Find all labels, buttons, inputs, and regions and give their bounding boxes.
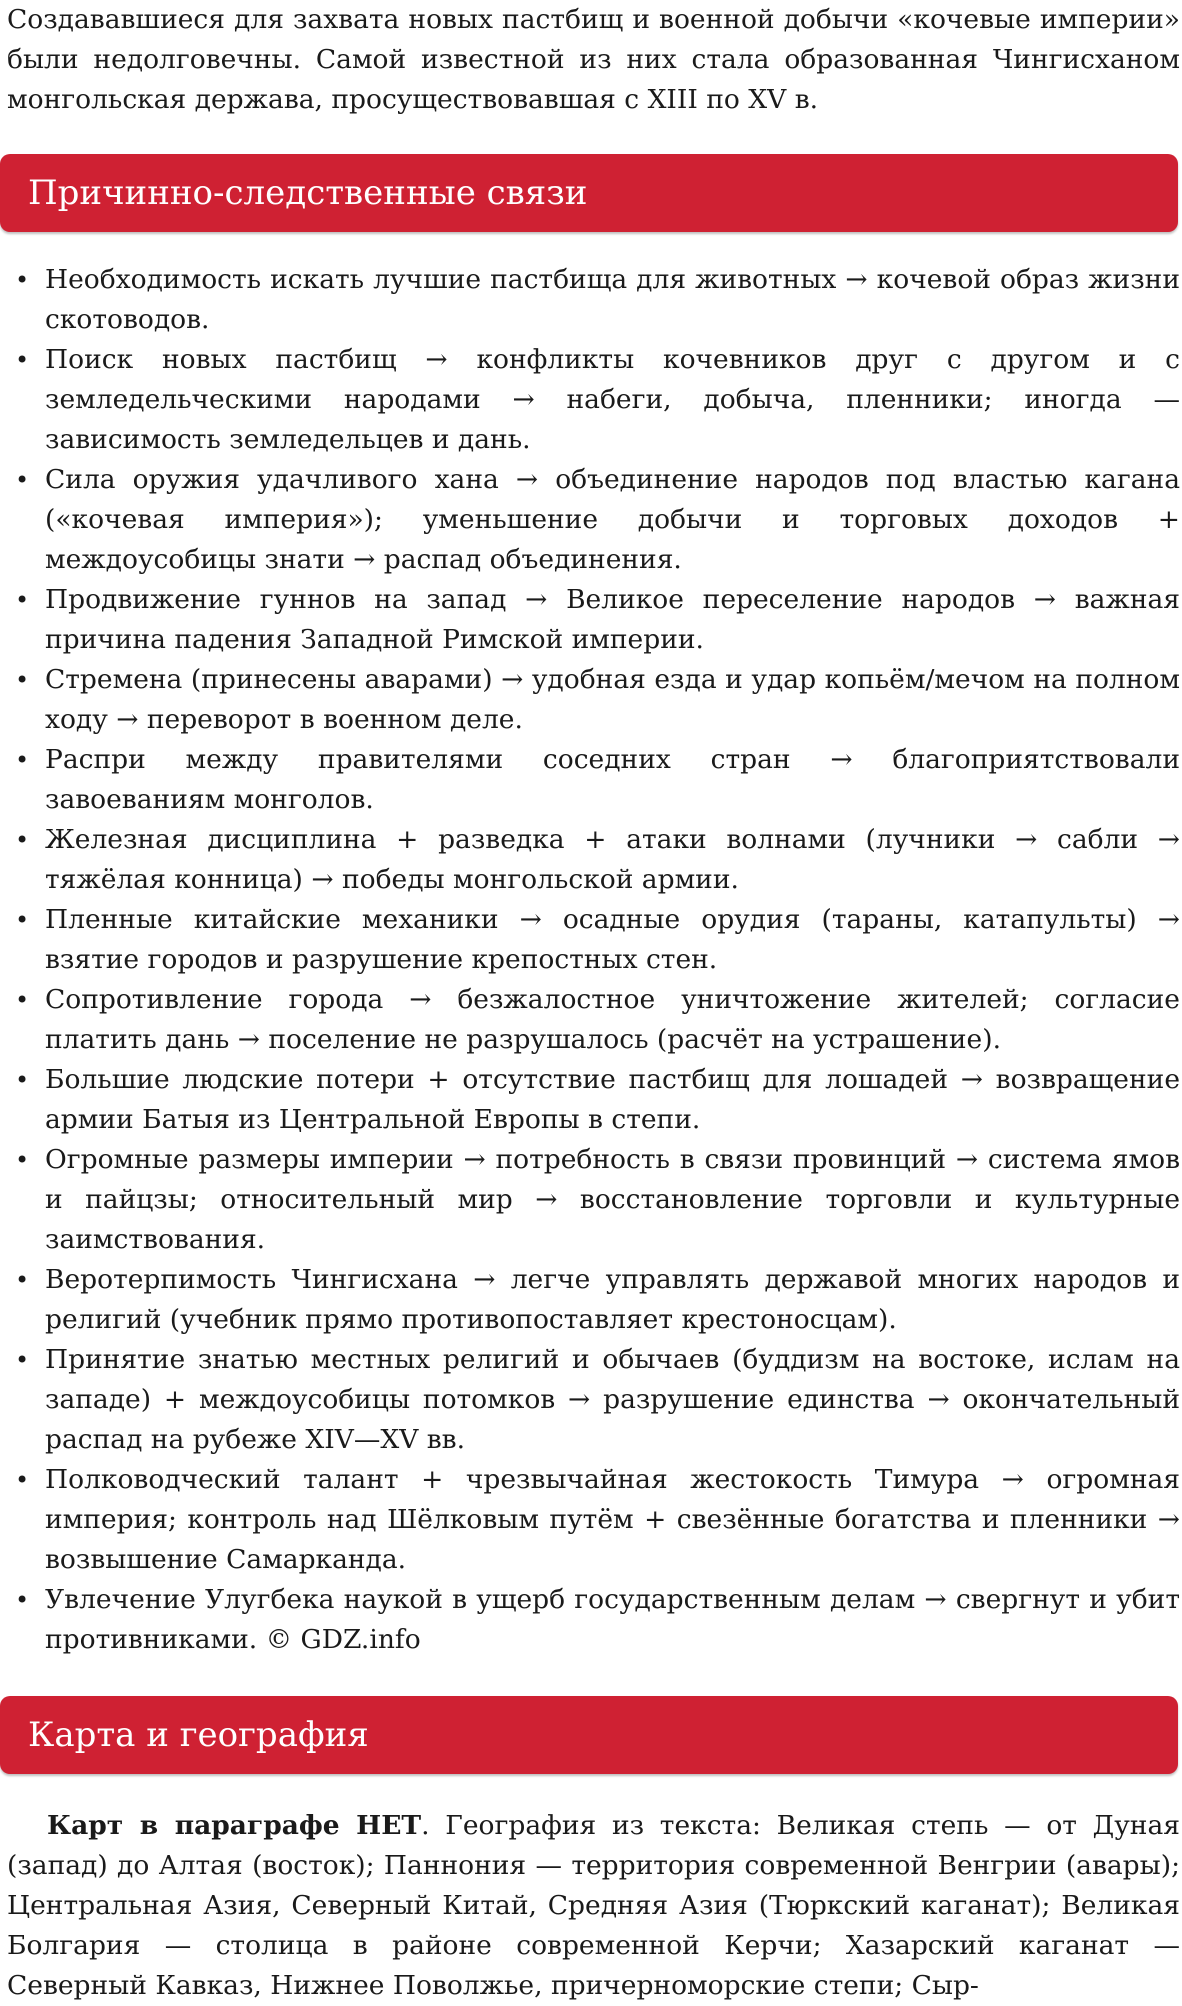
list-item-text: Распри между правителями соседних стран → благоприятствовали завоеваниям монголов. <box>45 744 1180 815</box>
list-item-text: Полководческий талант + чрезвычайная жестокость Тимура → огромная империя; контроль над Шёлковым путём + свезённые богатства и пленники → возвышение Самарканда. <box>45 1464 1180 1575</box>
list-item <box>7 900 1180 980</box>
bullet-icon: • <box>15 1466 30 1494</box>
geography-lead: Карт в параграфе НЕТ <box>47 1810 422 1841</box>
bullet-icon: • <box>15 266 30 294</box>
list-item-text: Огромные размеры империи → потребность в связи провинций → система ямов и пайцзы; относительный мир → восстановление торговли и культурные заимствования. <box>45 1144 1180 1255</box>
list-item <box>7 820 1180 900</box>
list-item-text: Железная дисциплина + разведка + атаки волнами (лучники → сабли → тяжёлая конница) → победы монгольской армии. <box>45 824 1180 895</box>
bullet-icon: • <box>15 1586 30 1614</box>
list-item-text: Сопротивление города → безжалостное уничтожение жителей; согласие платить дань → поселение не разрушалось (расчёт на устрашение). <box>45 984 1180 1055</box>
bullet-icon: • <box>15 586 30 614</box>
bullet-icon: • <box>15 1146 30 1174</box>
list-item <box>7 580 1180 660</box>
list-item <box>7 980 1180 1060</box>
causes-list <box>7 260 1180 1660</box>
list-item <box>7 1260 1180 1340</box>
list-item-text: Веротерпимость Чингисхана → легче управлять державой многих народов и религий (учебник прямо противопоставляет крестоносцам). <box>45 1264 1180 1335</box>
bullet-icon: • <box>15 346 30 374</box>
list-item <box>7 1060 1180 1140</box>
list-item-text: Большие людские потери + отсутствие пастбищ для лошадей → возвращение армии Батыя из Центральной Европы в степи. <box>45 1064 1180 1135</box>
bullet-icon: • <box>15 466 30 494</box>
list-item <box>7 740 1180 820</box>
bullet-icon: • <box>15 746 30 774</box>
geography-paragraph <box>7 1806 1180 2006</box>
list-item-text: Стремена (принесены аварами) → удобная езда и удар копьём/мечом на полном ходу → переворот в военном деле. <box>45 664 1180 735</box>
bullet-icon: • <box>15 906 30 934</box>
section-banner-causes <box>0 154 1178 232</box>
bullet-icon: • <box>15 1266 30 1294</box>
list-item <box>7 260 1180 340</box>
section-title-geography: Карта и география <box>28 1715 369 1755</box>
section-banner-geography <box>0 1696 1178 1774</box>
list-item-text: Увлечение Улугбека наукой в ущерб государственным делам → свергнут и убит противниками. © GDZ.info <box>45 1584 1180 1655</box>
list-item-text: Продвижение гуннов на запад → Великое переселение народов → важная причина падения Западной Римской империи. <box>45 584 1180 655</box>
list-item <box>7 1340 1180 1460</box>
list-item-text: Необходимость искать лучшие пастбища для животных → кочевой образ жизни скотоводов. <box>45 264 1180 335</box>
geography-text: . География из текста: Великая степь — от Дуная (запад) до Алтая (восток); Паннония — территория современной Венгрии (авары); Центральная Азия, Северный Китай, Средняя Азия (Тюркский каганат); Великая Болгария — столица в районе современной Керчи; Хазарский каганат — Северный Кавказ, Нижнее Поволжье, причерноморские степи; Сыр- <box>7 1810 1180 2001</box>
bullet-icon: • <box>15 1346 30 1374</box>
list-item <box>7 340 1180 460</box>
list-item-text: Принятие знатью местных религий и обычаев (буддизм на востоке, ислам на западе) + междоусобицы потомков → разрушение единства → окончательный распад на рубеже XIV—XV вв. <box>45 1344 1180 1455</box>
list-item <box>7 460 1180 580</box>
bullet-icon: • <box>15 986 30 1014</box>
intro-paragraph: Создававшиеся для захвата новых пастбищ и военной добычи «кочевые империи» были недолговечны. Самой известной из них стала образованная Чингисханом монгольская держава, просуществовавшая с XIII по XV в. <box>7 4 1180 115</box>
bullet-icon: • <box>15 826 30 854</box>
list-item <box>7 1580 1180 1660</box>
list-item <box>7 1460 1180 1580</box>
bullet-icon: • <box>15 1066 30 1094</box>
bullet-icon: • <box>15 666 30 694</box>
list-item-text: Поиск новых пастбищ → конфликты кочевников друг с другом и с земледельческими народами → набеги, добыча, пленники; иногда — зависимость земледельцев и дань. <box>45 344 1180 455</box>
list-item <box>7 660 1180 740</box>
section-title-causes: Причинно-следственные связи <box>28 173 588 213</box>
list-item-text: Пленные китайские механики → осадные орудия (тараны, катапульты) → взятие городов и разрушение крепостных стен. <box>45 904 1180 975</box>
list-item-text: Сила оружия удачливого хана → объединение народов под властью кагана («кочевая империя»); уменьшение добычи и торговых доходов + междоусобицы знати → распад объединения. <box>45 464 1180 575</box>
list-item <box>7 1140 1180 1260</box>
